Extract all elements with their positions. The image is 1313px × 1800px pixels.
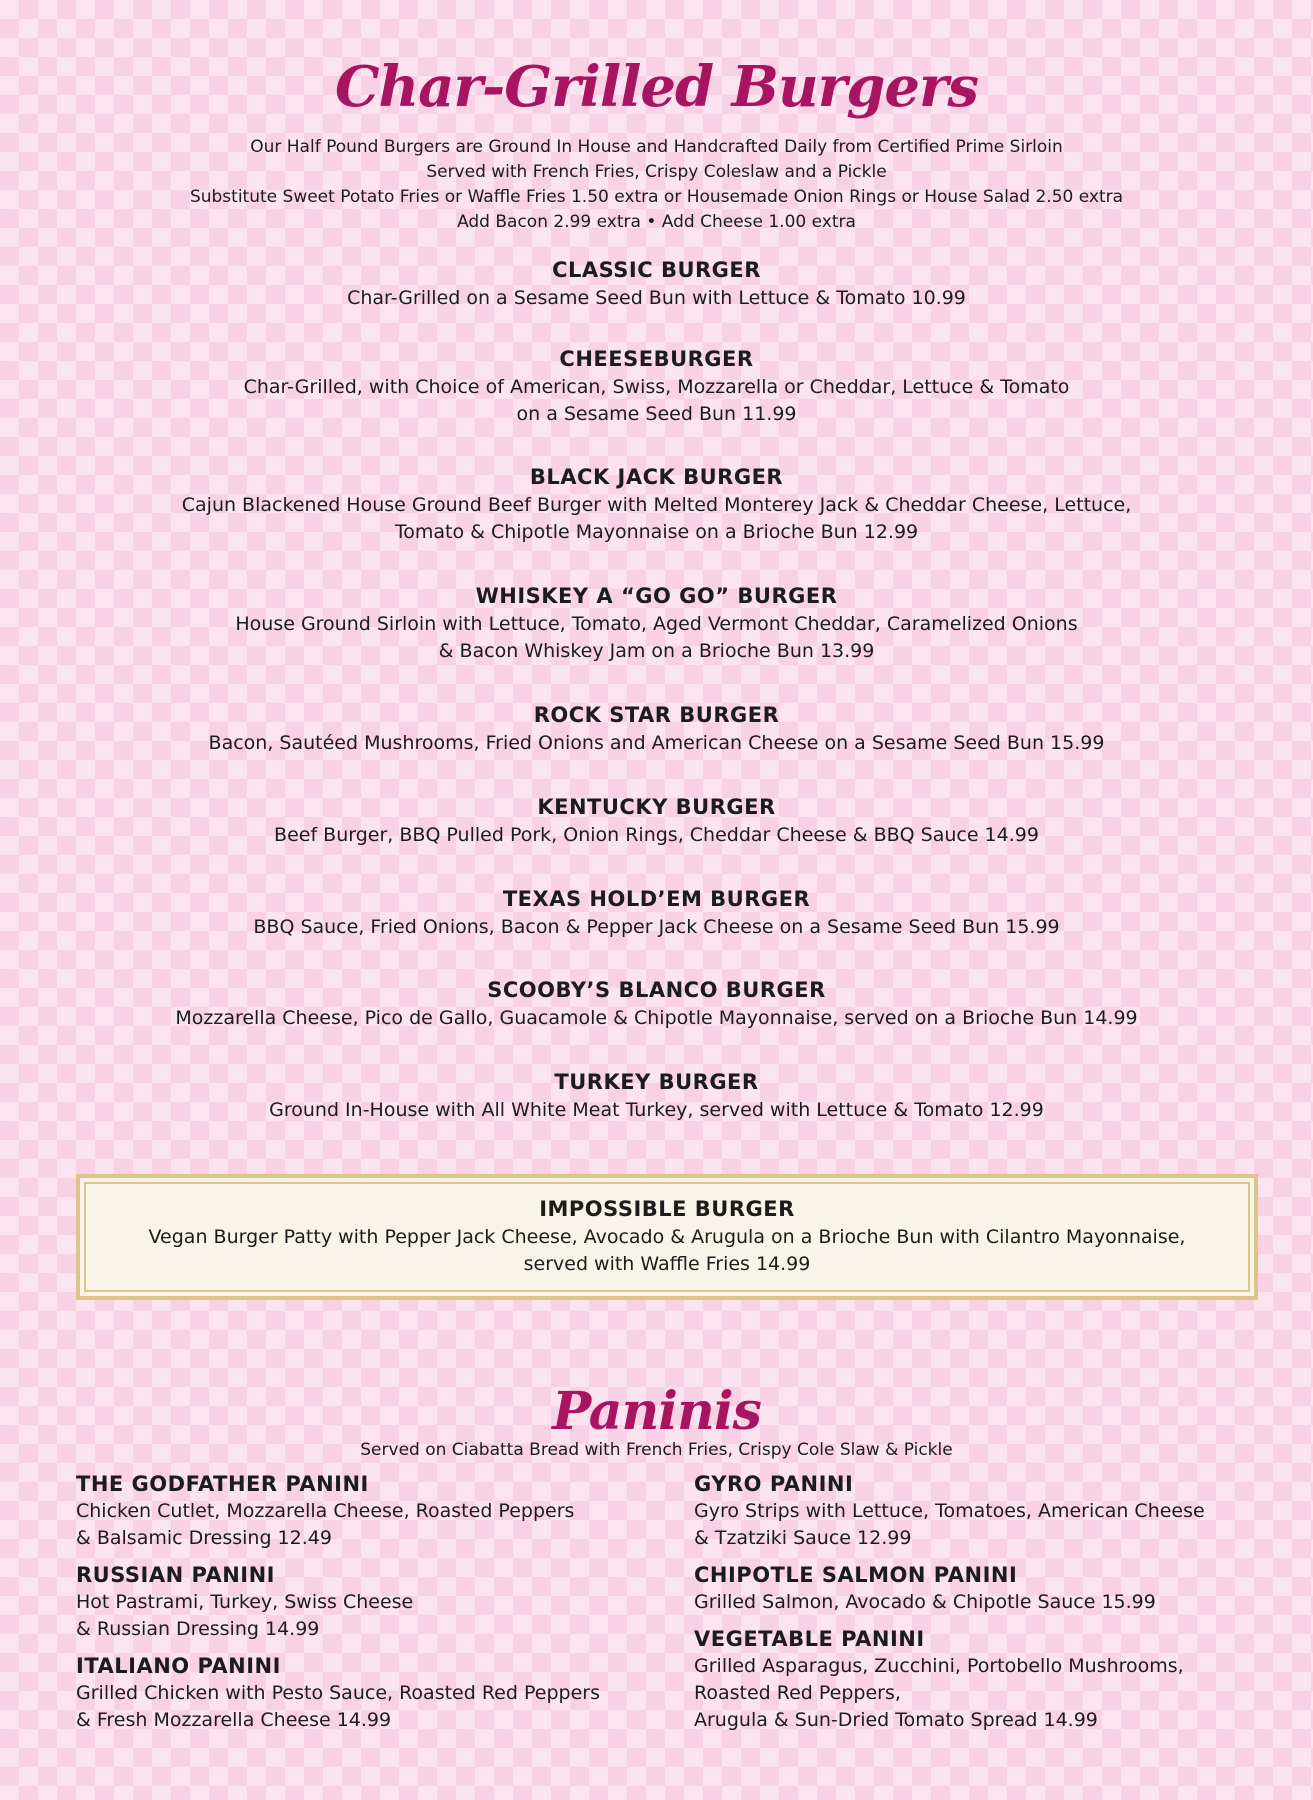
item-name: CHIPOTLE SALMON PANINI — [694, 1563, 1018, 1587]
panini-item-chipotle-salmon — [694, 1561, 1254, 1616]
item-description: Cajun Blackened House Ground Beef Burger with Melted Monterey Jack & Cheddar Cheese, Lettuce, — [181, 494, 1132, 516]
burgers-section-title: Char-Grilled Burgers — [334, 54, 979, 120]
item-description: BBQ Sauce, Fried Onions, Bacon & Pepper Jack Cheese on a Sesame Seed Bun 15.99 — [253, 916, 1060, 938]
item-name: TURKEY BURGER — [554, 1070, 759, 1094]
intro-line: Add Bacon 2.99 extra • Add Cheese 1.00 extra — [457, 212, 856, 232]
item-description: served with Waffle Fries 14.99 — [523, 1253, 811, 1275]
item-description: Gyro Strips with Lettuce, Tomatoes, American Cheese — [694, 1500, 1205, 1522]
menu-item-scoobys-blanco-burger — [0, 975, 1313, 1032]
item-description: & Balsamic Dressing 12.49 — [76, 1527, 332, 1549]
item-description: Ground In-House with All White Meat Turkey, served with Lettuce & Tomato 12.99 — [269, 1099, 1044, 1121]
item-name: ITALIANO PANINI — [76, 1654, 281, 1678]
item-description: Grilled Salmon, Avocado & Chipotle Sauce 15.99 — [694, 1591, 1156, 1613]
item-name: GYRO PANINI — [694, 1472, 854, 1496]
item-description: Grilled Chicken with Pesto Sauce, Roasted Red Peppers — [76, 1682, 600, 1704]
panini-item-italiano — [76, 1652, 636, 1734]
paninis-section-title: Paninis — [552, 1381, 761, 1442]
item-description: Char-Grilled on a Sesame Seed Bun with Lettuce & Tomato 10.99 — [347, 287, 966, 309]
item-description: House Ground Sirloin with Lettuce, Tomato, Aged Vermont Cheddar, Caramelized Onions — [235, 613, 1078, 635]
item-description: Arugula & Sun-Dried Tomato Spread 14.99 — [694, 1709, 1098, 1731]
burgers-intro — [0, 135, 1313, 235]
intro-line: Our Half Pound Burgers are Ground In House and Handcrafted Daily from Certified Prime Sirloin — [250, 137, 1063, 157]
item-name: IMPOSSIBLE BURGER — [539, 1197, 795, 1221]
featured-impossible-burger-box — [76, 1174, 1258, 1300]
item-description: Char-Grilled, with Choice of American, Swiss, Mozzarella or Cheddar, Lettuce & Tomato — [243, 376, 1070, 398]
intro-line: Substitute Sweet Potato Fries or Waffle Fries 1.50 extra or Housemade Onion Rings or House Salad 2.50 extra — [189, 187, 1124, 207]
item-name: CLASSIC BURGER — [552, 258, 761, 282]
item-description: on a Sesame Seed Bun 11.99 — [516, 403, 797, 425]
paninis-subtitle: Served on Ciabatta Bread with French Fries, Crispy Cole Slaw & Pickle — [360, 1440, 953, 1460]
item-name: TEXAS HOLD’EM BURGER — [502, 887, 811, 911]
item-description: Grilled Asparagus, Zucchini, Portobello Mushrooms, — [694, 1655, 1184, 1677]
item-name: THE GODFATHER PANINI — [76, 1472, 369, 1496]
menu-item-rock-star-burger — [0, 700, 1313, 757]
item-description: Tomato & Chipotle Mayonnaise on a Brioche Bun 12.99 — [394, 521, 919, 543]
item-name: SCOOBY’S BLANCO BURGER — [487, 978, 826, 1002]
item-name: CHEESEBURGER — [559, 347, 754, 371]
menu-item-kentucky-burger — [0, 792, 1313, 849]
item-description: Mozzarella Cheese, Pico de Gallo, Guacamole & Chipotle Mayonnaise, served on a Brioche Bun 14.99 — [175, 1007, 1138, 1029]
item-description: Chicken Cutlet, Mozzarella Cheese, Roasted Peppers — [76, 1500, 575, 1522]
menu-item-cheeseburger — [0, 344, 1313, 428]
item-description: Hot Pastrami, Turkey, Swiss Cheese — [76, 1591, 414, 1613]
panini-item-russian — [76, 1561, 636, 1643]
item-name: WHISKEY A “GO GO” BURGER — [475, 584, 838, 608]
panini-item-gyro — [694, 1470, 1254, 1552]
item-description: & Fresh Mozzarella Cheese 14.99 — [76, 1709, 392, 1731]
item-name: KENTUCKY BURGER — [537, 795, 776, 819]
panini-item-vegetable — [694, 1625, 1254, 1734]
panini-item-godfather — [76, 1470, 636, 1552]
item-description: Bacon, Sautéed Mushrooms, Fried Onions and American Cheese on a Sesame Seed Bun 15.99 — [208, 732, 1105, 754]
paninis-left-column — [76, 1470, 636, 1743]
intro-line: Served with French Fries, Crispy Coleslaw and a Pickle — [426, 162, 887, 182]
item-description: Vegan Burger Patty with Pepper Jack Cheese, Avocado & Arugula on a Brioche Bun with Cilantro Mayonnaise, — [148, 1226, 1186, 1248]
item-description: Roasted Red Peppers, — [694, 1682, 901, 1704]
menu-item-whiskey-go-go-burger — [0, 581, 1313, 665]
item-description: Beef Burger, BBQ Pulled Pork, Onion Rings, Cheddar Cheese & BBQ Sauce 14.99 — [274, 824, 1039, 846]
item-description: & Tzatziki Sauce 12.99 — [694, 1527, 912, 1549]
item-name: BLACK JACK BURGER — [529, 465, 784, 489]
menu-item-turkey-burger — [0, 1067, 1313, 1124]
item-description: & Bacon Whiskey Jam on a Brioche Bun 13.99 — [438, 640, 875, 662]
item-description: & Russian Dressing 14.99 — [76, 1618, 320, 1640]
menu-item-classic-burger — [0, 255, 1313, 312]
item-name: ROCK STAR BURGER — [533, 703, 780, 727]
item-name: VEGETABLE PANINI — [694, 1627, 925, 1651]
paninis-right-column — [694, 1470, 1254, 1743]
menu-item-black-jack-burger — [0, 462, 1313, 546]
item-name: RUSSIAN PANINI — [76, 1563, 275, 1587]
menu-item-texas-holdem-burger — [0, 884, 1313, 941]
